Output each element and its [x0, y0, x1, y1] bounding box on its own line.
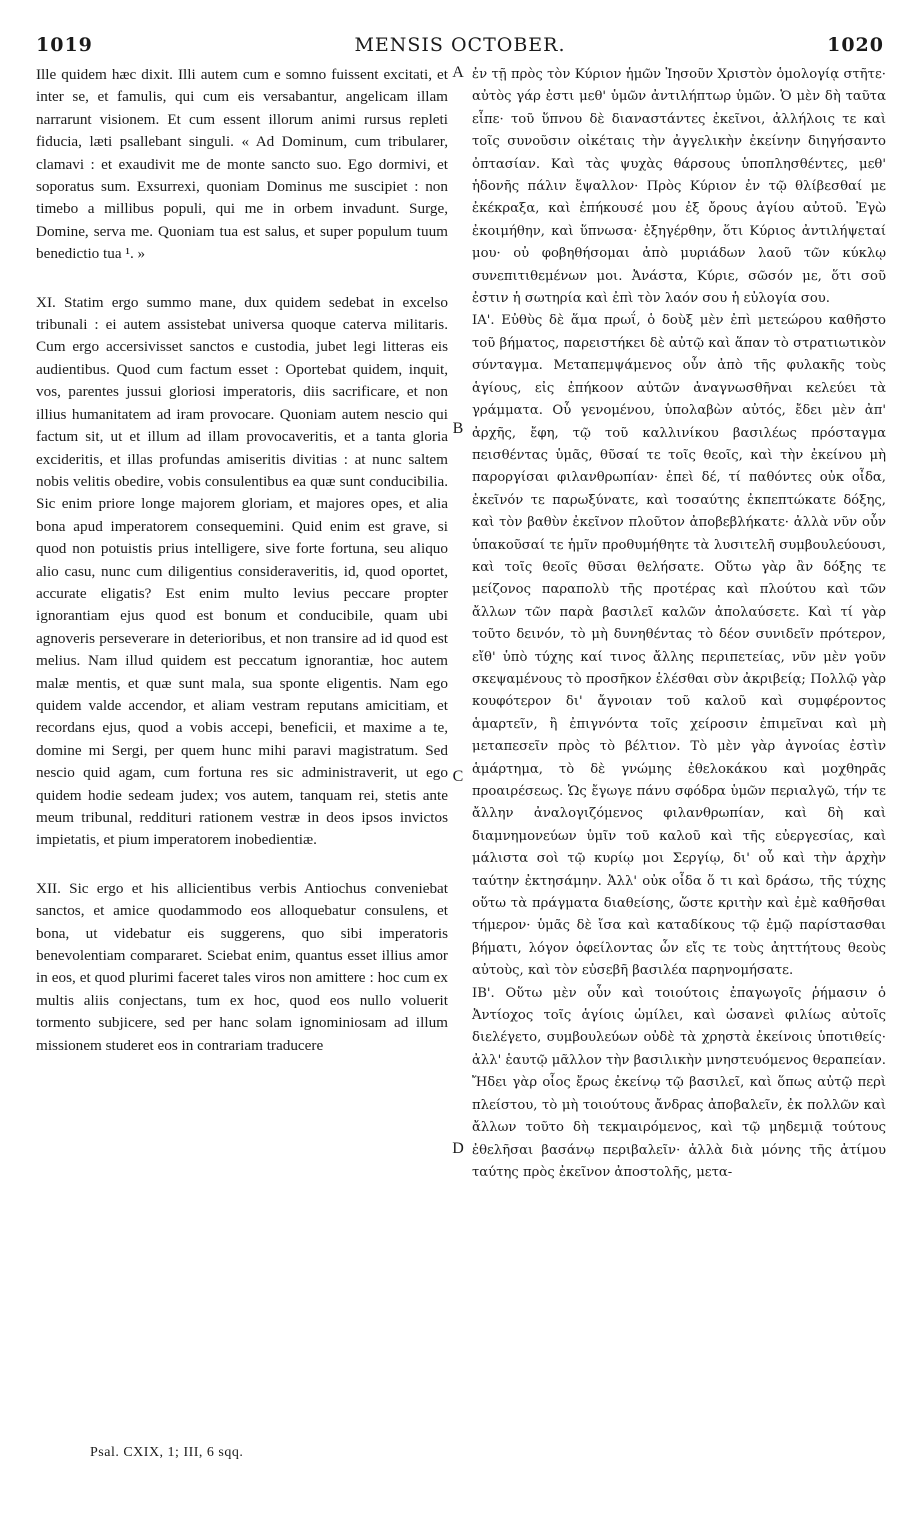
greek-paragraph-section-ib: ΙΒ'. Οὕτω μὲν οὖν καὶ τοιούτοις ἐπαγωγοῖς ῥήμασιν ὁ Ἀντίοχος τοῖς ἁγίοις ὡμίλει, καὶ ὡσανεὶ φιλίως αὐτοῖς διελέγετο, συμβουλεύων οὐδὲ τὰ χρηστὰ ἐκείνοις ὑποτιθείς· ἀλλ' ἑαυτῷ μᾶλλον τὴν βασιλικὴν μνηστευόμενος θεραπείαν. Ἤδει γὰρ οἷος ἔρως ἐκείνῳ τῷ βασιλεῖ, καὶ ὅπως αὐτῷ περὶ πλείστου, τὸ μὴ τοιούτους ἄνδρας ἀποβαλεῖν, ἐκ πολλῶν καὶ ἄλλων τοῦτο δὴ τεκμαιρόμενος, καὶ τῷ μηδεμιᾷ τούτους ἐθελῆσαι βασάνῳ περιβαλεῖν· ἀλλὰ διὰ μόνης τῆς ἀτίμου ταύτης πρὸς ἐκεῖνον ἀποστολῆς, μετα- [472, 985, 886, 1180]
latin-paragraph-section-xi: XI. Statim ergo summo mane, dux quidem sedebat in excelso tribunali : ei autem assistebat universa quoque caterva militaris. Cum ergo accersivisset sanctos e custodia, jubet legi litteras eis audientibus. Quod cum factum esset : Oportebat quidem, inquit, vos, parentes jussui gloriosi imperatoris, diis sacrificare, et non illius humanitatem ad iram provocare. Quoniam autem nescio qui factum sit, ut et illum ad illam provocaveritis, et a tanta gloria excideritis, et illas profundas amiseritis divitias : at nunc saltem nobis velitis obedire, vobis consulentibus ea quæ sunt conducibilia. Sic enim priore longe majorem gloriam, et majores opes, et alia bona apud imperatorem consequemini. Quid enim est grave, si quod non potuistis prius intelligere, sive forte fortuna, seu aliquo alio casu, nunc cum diligentius consideraveritis, id, quod oportet, accurate eligatis? Est enim multo levius peccare propter ignorantiam ejus quod est bonum et conducibile, quam ubi agnoveris perseverare in deterioribus, et non transire ad id quod est melius. Nam illud quidem est peccatum ignorantiæ, hoc autem malæ mentis, et quæ sunt mala, sua sponte eligentis. Nam ego quidem valde accendor, et aliam vestram reputans amicitiam, et recordans ejus, quod a vobis accepi, beneficii, et maxime a te, domine mi Sergi, per quem hunc mihi paravi magistratum. Sed nescio quid agam, cum fortuna res sic administraverit, ut ego quidem hodie sedeam judex; vos autem, tanquam rei, stetis ante meum tribunal, reddituri rationem vestræ in deos ipsos invictos impietatis, et pium imperatorem inobedientiæ. [36, 293, 448, 849]
latin-column [36, 64, 448, 1057]
greek-paragraph-section-ia: ΙΑ'. Εὐθὺς δὲ ἅμα πρωΐ, ὁ δοὺξ μὲν ἐπὶ μετεώρου καθῆστο τοῦ βήματος, παρειστήκει δὲ αὐτῷ καὶ ἅπαν τὸ στρατιωτικὸν σύνταγμα. Μεταπεμψάμενος οὖν ἀπὸ τῆς φυλακῆς τοὺς ἁγίους, εἰς ἐπήκοον αὐτῶν ἀναγνωσθῆναι κελεύει τὰ γράμματα. Οὗ γενομένου, ὑπολαβὼν αὐτός, ἔδει μὲν ἀπ' ἀρχῆς, ἔφη, τῷ τοῦ καλλινίκου βασιλέως πρόσταγμα πεισθέντας ὑμᾶς, θῦσαί τε τοῖς θεοῖς, καὶ τὴν ἐκείνου μὴ παροργίσαι φιλανθρωπίαν· ἐπεὶ δέ, τί παθόντες οὐκ οἶδα, ἐκεῖνόν τε παρωξύνατε, καὶ τοσαύτης ἐκπεπτώκατε δόξης, καὶ τὸν βαθὺν ἐκεῖνον πλοῦτον ἀποβεβλήκατε· ἀλλὰ νῦν οὖν ὑπακοῦσαί τε ἡμῖν προθυμήθητε τὰ λυσιτελῆ συμβουλεύουσι, καὶ τοῖς θεοῖς θῦσαι θελήσατε. Οὕτω γὰρ ἂν δόξης τε μείζονος παραπολὺ τῆς προτέρας καὶ πλούτου καὶ τῶν ἄλλων τῶν παρὰ βασιλεῖ καλῶν ἀπολαύσετε. Καὶ τί γὰρ τοῦτο δεινόν, τὸ μὴ δυνηθέντας τὸ δέον συνιδεῖν πρότερον, εἴθ' ὑπὸ τύχης καί τινος ἄλλης περιπετείας, νῦν μὲν γοῦν σκεψαμένους τὸ προσῆκον ἑλέσθαι σὺν ἀκριβείᾳ; Πολλῷ γὰρ κουφότερον δι' ἄγνοιαν τοῦ καλοῦ καὶ συμφέροντος ἁμαρτεῖν, ἢ ἐπιγνόντα τοῖς χείροσιν ἐπιμεῖναι καὶ μὴ μεταπεσεῖν πρὸς τὸ βέλτιον. Τὸ μὲν γὰρ ἀγνοίας ἐστὶν ἁμάρτημα, τὸ δὲ γνώμης ἐθελοκάκου καὶ μοχθηρᾶς προαιρέσεως. Ὡς ἔγωγε πάνυ σφόδρα ὑμῶν περιαλγῶ, τήν τε ἄλλην ἀναλογιζόμενος φιλανθρωπίαν, καὶ δὴ καὶ διαμνημονεύων ὑμῖν τοῦ καλοῦ καὶ τῆς εὐεργεσίας, καὶ μάλιστα σοὶ τῷ κυρίῳ μοι Σεργίῳ, δι' οὗ καὶ τὴν ἀρχὴν ταύτην ἐκτησάμην. Ἀλλ' οὐκ οἶδα ὅ τι καὶ δράσω, τῆς τύχης οὕτω τὰ πράγματα διαθείσης, ὥστε κριτὴν καὶ ἐμὲ καθῆσθαι τήμερον· ὑμᾶς δὲ ἴσα καὶ καταδίκους τῷ ἐμῷ παρίστασθαι βήματι, λόγον ὀφείλοντας ὧν εἴς τε τοὺς ἀηττήτους θεοὺς αὐτοὺς, καὶ τὸν εὐσεβῆ βασιλέα παρηνομήσατε. [472, 313, 886, 979]
running-header [36, 34, 884, 60]
margin-letter-b: B [452, 420, 464, 437]
page-number-right: 1020 [827, 34, 884, 56]
latin-paragraph-section-xii: XII. Sic ergo et his allicientibus verbis Antiochus conveniebat sanctos, et amice quodammodo eos alloquebatur consulens, et bona, ut videbatur eis suggerens, quo sibi imperatoris benevolentiam compararet. Sciebat enim, quantus esset illius amor in eos, et quod plurimi faceret tales viros non amittere : hoc cum ex multis aliis conjectans, tum ex hoc, quod eos nullo voluerit tormento subjicere, sed per hanc solam ignominiosam ad illum missionem studeret eos in contrariam traducere [36, 879, 448, 1054]
greek-paragraph-1: ἐν τῇ πρὸς τὸν Κύριον ἡμῶν Ἰησοῦν Χριστὸν ὁμολογίᾳ στῆτε· αὐτὸς γάρ ἐστι μεθ' ὑμῶν ἀντιλήπτωρ ὑμῶν. Ὁ μὲν δὴ ταῦτα εἶπε· τοῦ ὕπνου δὲ διαναστάντες ἐκεῖνοι, ἀλλήλοις τε καὶ τοῖς συνοῦσιν οἰκέταις τὴν ἀγγελικὴν ἐκείνην διηγήσαντο ὀπτασίαν. Καὶ τὰς ψυχὰς θάρσους ὑποπλησθέντες, μεθ' ἡδονῆς πάλιν ἔψαλλον· Πρὸς Κύριον ἐν τῷ θλίβεσθαί με ἐκέκραξα, καὶ ἐπήκουσέ μου ἐξ ὄρους ἁγίου αὐτοῦ. Ἐγὼ ἐκοιμήθην, καὶ ὕπνωσα· ἐξηγέρθην, ὅτι Κύριος ἀντιλήψεταί μου· οὐ φοβηθήσομαι ἀπὸ μυριάδων λαοῦ τῶν κύκλῳ συνεπιτιθεμένων μοι. Ἀνάστα, Κύριε, σῶσόν με, ὅτι σοῦ ἐστιν ἡ σωτηρία καὶ ἐπὶ τὸν λαόν σου ἡ εὐλογία σου. [472, 67, 886, 307]
footnote: Psal. CXIX, 1; III, 6 sqq. [90, 1445, 244, 1460]
page-title: MENSIS OCTOBER. [354, 34, 566, 56]
margin-letter-a: A [452, 64, 464, 81]
latin-paragraph-1: Ille quidem hæc dixit. Illi autem cum e somno fuissent excitati, et inter se, et famulis, qui cum eis versabantur, angelicam illam narrarunt visionem. Et cum essent illorum animi rursus repleti fiducia, læti psallebant singuli. « Ad Dominum, cum tribularer, clamavi : et exaudivit me de monte sancto suo. Ego dormivi, et soporatus sum. Exsurrexi, quoniam Dominus me suscipiet : non timebo a millibus populi, qui me in orbem invadunt. Surge, Domine, serva me. Quoniam tua est salus, et super populum tuum benedictio tua ¹. » [36, 66, 448, 263]
page-number-left: 1019 [36, 34, 93, 56]
greek-column [472, 64, 886, 1184]
margin-letter-d: D [452, 1140, 464, 1157]
margin-letter-c: C [452, 768, 464, 785]
